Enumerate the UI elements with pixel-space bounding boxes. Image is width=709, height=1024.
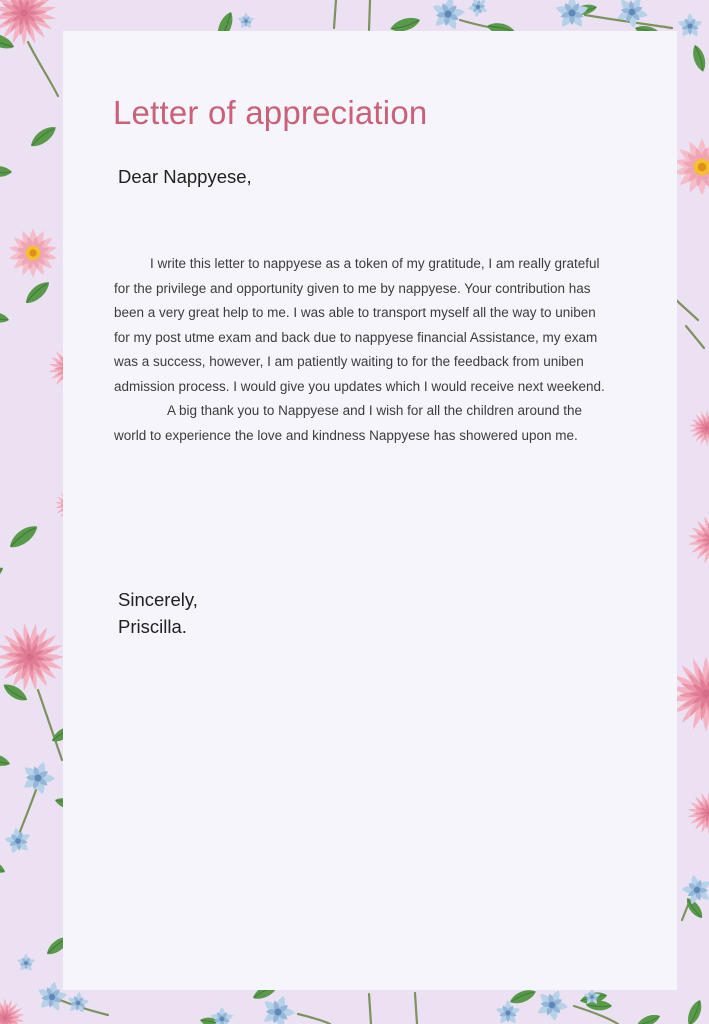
letter-signature-block <box>118 586 198 640</box>
letter-body-line: for my post utme exam and back due to nappyese financial Assistance, my exam <box>114 329 598 345</box>
letter-body-line: been a very great help to me. I was able to transport myself all the way to uniben <box>114 305 596 320</box>
letter-body-line: admission process. I would give you updates which I would receive next weekend. <box>114 378 605 394</box>
letter-title: Letter of appreciation <box>113 94 428 131</box>
letter-body-line: was a success, however, I am patiently waiting to for the feedback from uniben <box>114 354 584 369</box>
letter-body-line: A big thank you to Nappyese and I wish for all the children around the <box>167 403 583 418</box>
letter-paper <box>63 31 677 990</box>
letter-body <box>114 252 605 448</box>
letter-signature: Priscilla. <box>118 616 187 637</box>
letter-signoff: Sincerely, <box>118 589 198 610</box>
letter-body-line: for the privilege and opportunity given to me by nappyese. Your contribution has <box>114 280 591 296</box>
letter-greeting: Dear Nappyese, <box>118 166 252 187</box>
letter-body-line: I write this letter to nappyese as a token of my gratitude, I am really grateful <box>150 256 600 271</box>
letter-body-line: world to experience the love and kindness Nappyese has showered upon me. <box>114 427 578 443</box>
